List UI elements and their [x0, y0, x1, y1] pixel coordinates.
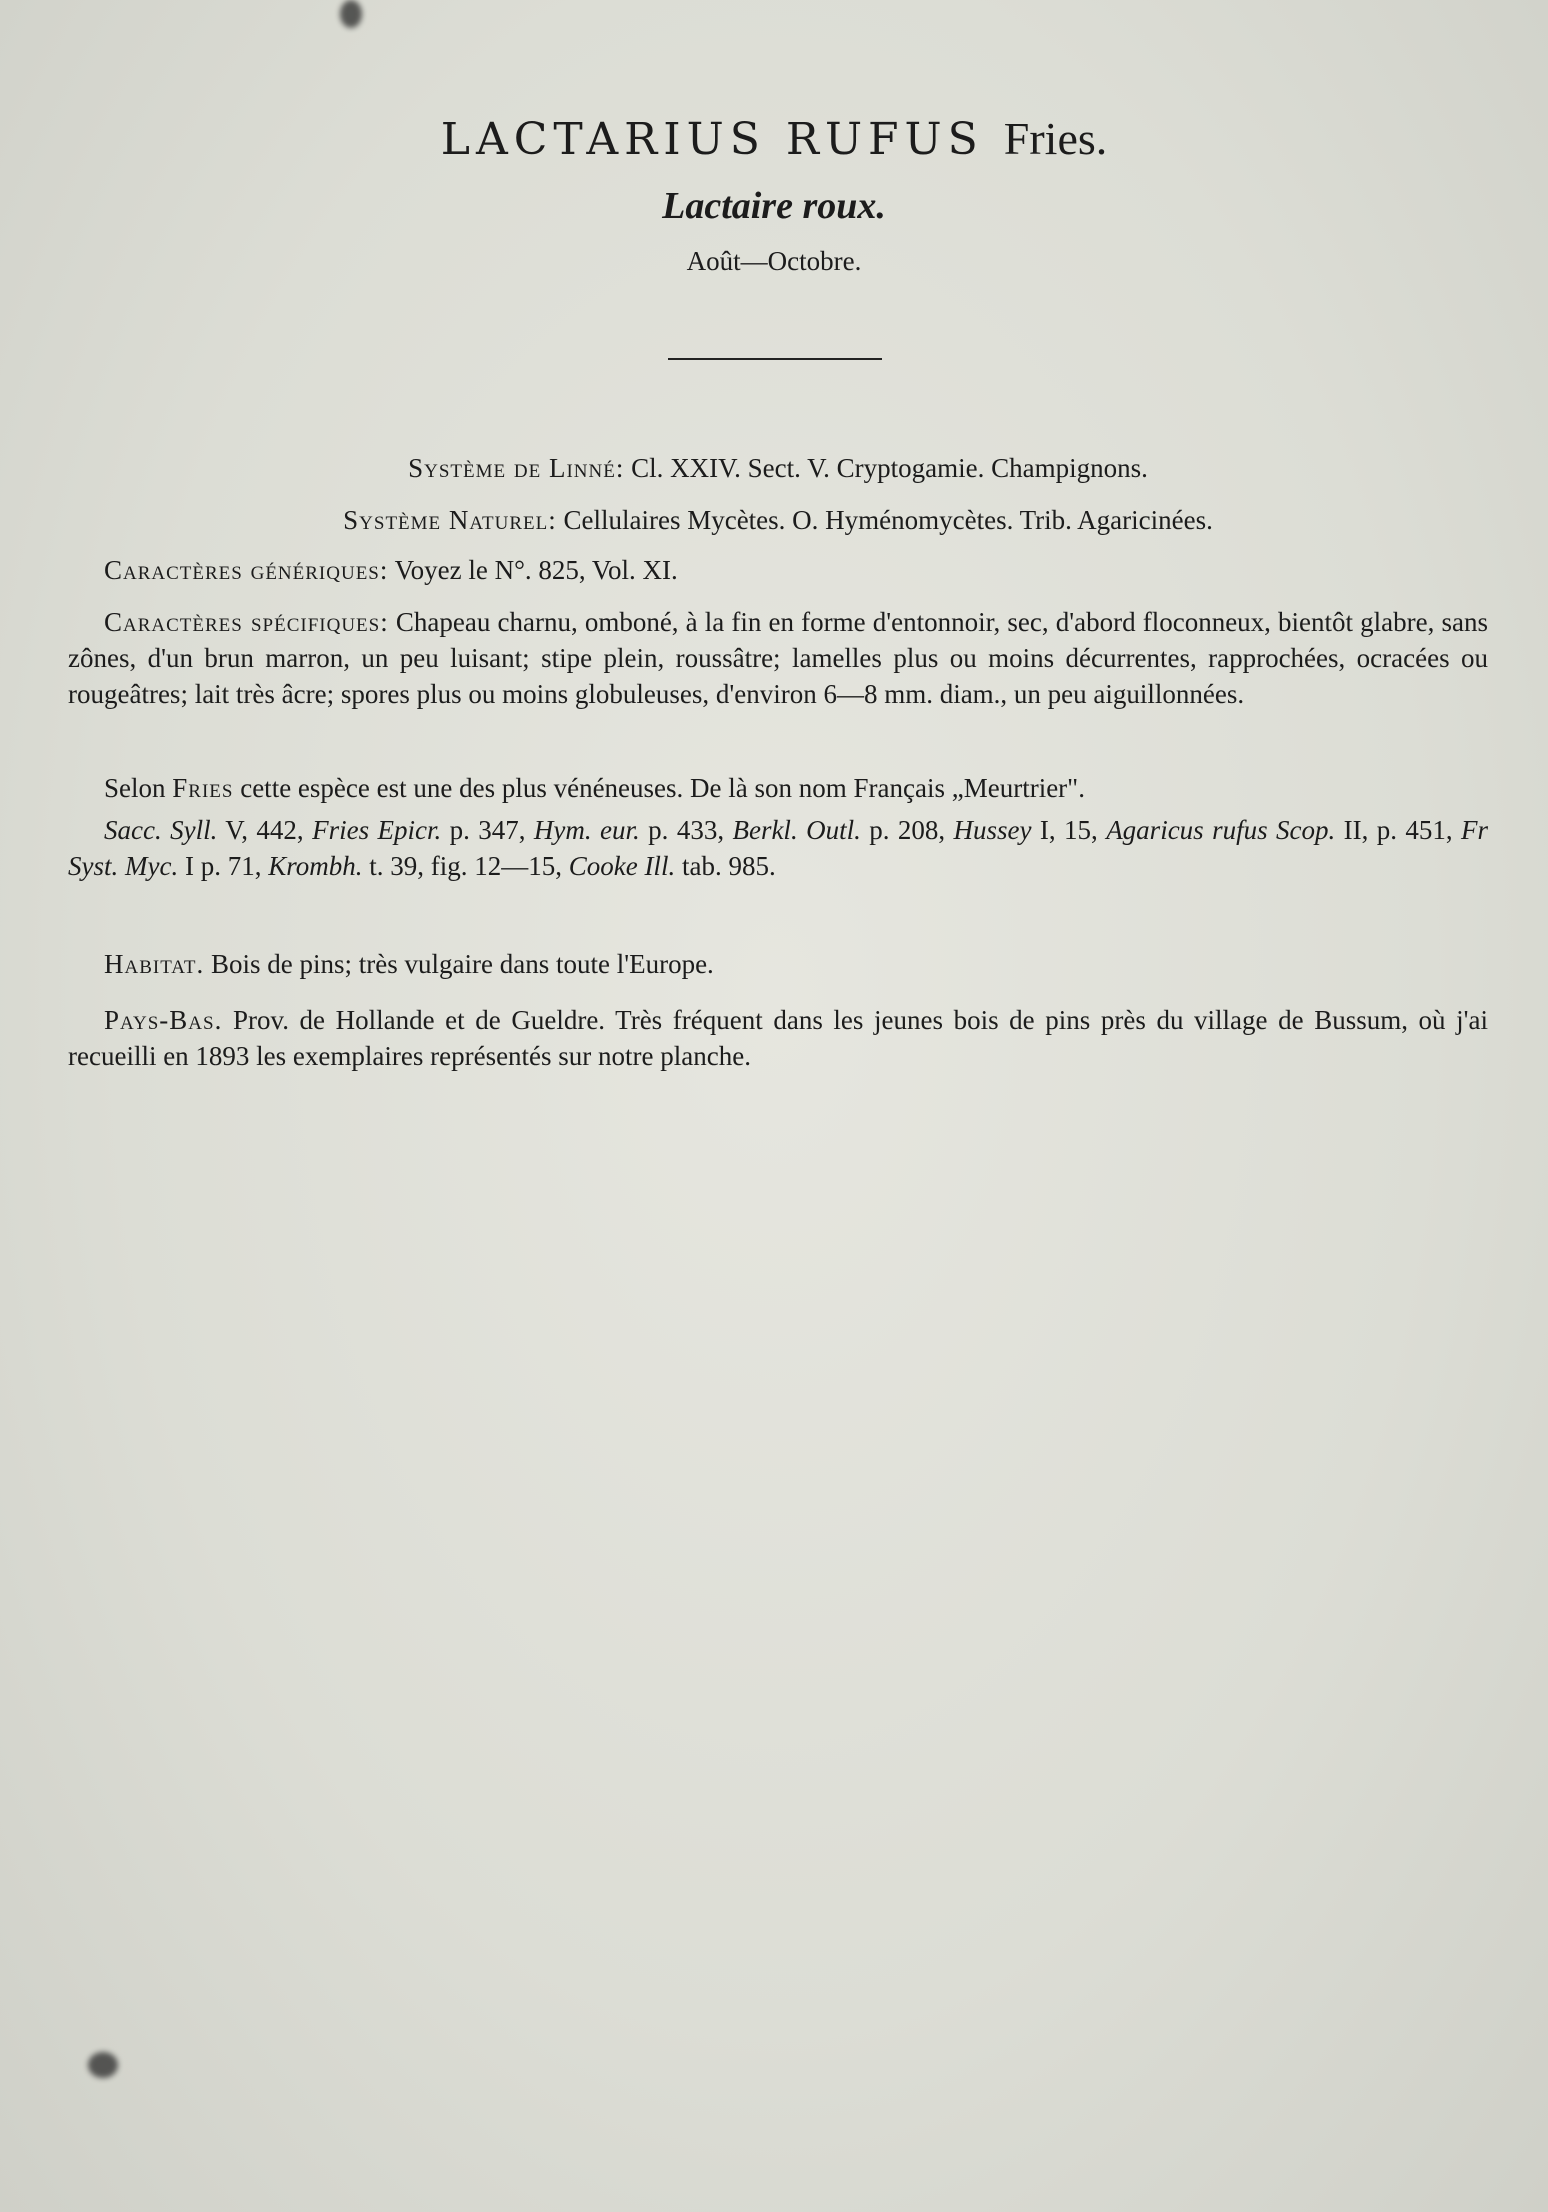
reference-title: Berkl. Outl.	[732, 815, 861, 845]
season: Août—Octobre.	[686, 246, 862, 276]
specifiques-label: Caractères spécifiques:	[104, 607, 389, 637]
divider-rule	[668, 358, 882, 360]
reference-locator: tab. 985.	[675, 851, 776, 881]
reference-locator: p. 208,	[860, 815, 954, 845]
reference-locator: t. 39, fig. 12—15,	[362, 851, 569, 881]
ink-smudge	[88, 2052, 118, 2078]
reference-title: Hussey	[953, 815, 1032, 845]
fries-name: Fries	[172, 773, 234, 803]
pays-bas	[68, 1002, 1488, 1074]
habitat-text: Bois de pins; très vulgaire dans toute l'Europe.	[211, 949, 714, 979]
linne-text: Cl. XXIV. Sect. V. Cryptogamie. Champignons.	[631, 453, 1148, 483]
reference-locator: p. 433,	[639, 815, 733, 845]
linne-system	[68, 450, 1488, 486]
reference-title: Hym. eur.	[533, 815, 640, 845]
reference-title: Sacc. Syll.	[104, 815, 218, 845]
reference-title: Agaricus rufus Scop.	[1106, 815, 1336, 845]
reference-title: Cooke Ill.	[568, 851, 676, 881]
reference-title: Fries Epicr.	[312, 815, 442, 845]
generic-characters	[104, 552, 1488, 588]
linne-label: Système de Linné:	[408, 453, 625, 483]
specifiques-text: Chapeau charnu, omboné, à la fin en forme d'entonnoir, sec, d'abord floconneux, bientôt glabre, sans zônes, d'un brun marron, un peu luisant; stipe plein, roussâtre; lamelles plus ou moins décurrentes, rapprochées, ocracées ou rougeâtres; lait très âcre; spores plus ou moins globuleuses, d'environ 6—8 mm. diam., un peu aiguillonnées.	[68, 607, 1489, 709]
naturel-label: Système Naturel:	[343, 505, 557, 535]
reference-locator: V, 442,	[217, 815, 313, 845]
pays-bas-label: Pays-Bas.	[104, 1005, 223, 1035]
ink-smudge	[340, 0, 362, 28]
reference-title: Krombh.	[268, 851, 363, 881]
reference-locator: II, p. 451,	[1335, 815, 1462, 845]
species-author: Fries.	[1003, 113, 1108, 164]
fries-note-before: Selon	[104, 773, 166, 803]
reference-locator: I, 15,	[1031, 815, 1107, 845]
specific-characters	[68, 604, 1488, 712]
reference-locator: p. 347,	[441, 815, 534, 845]
habitat-label: Habitat.	[104, 949, 205, 979]
generiques-label: Caractères génériques:	[104, 555, 389, 585]
habitat	[68, 946, 1488, 982]
fries-note-after: cette espèce est une des plus vénéneuses. De là son nom Français „Meurtrier".	[240, 773, 1085, 803]
naturel-text: Cellulaires Mycètes. O. Hyménomycètes. Trib. Agaricinées.	[563, 505, 1213, 535]
reference-locator: I p. 71,	[178, 851, 269, 881]
reference-title: Fr Syst. Myc.	[68, 815, 1489, 881]
page-title	[0, 112, 1548, 165]
references	[68, 812, 1488, 884]
common-name: Lactaire roux.	[662, 185, 886, 227]
fries-note	[68, 770, 1488, 806]
pays-bas-text: Prov. de Hollande et de Gueldre. Très fréquent dans les jeunes bois de pins près du village de Bussum, où j'ai recueilli en 1893 les exemplaires représentés sur notre planche.	[68, 1005, 1489, 1071]
generiques-text: Voyez le N°. 825, Vol. XI.	[394, 555, 678, 585]
species-name: LACTARIUS RUFUS	[440, 114, 984, 165]
natural-system	[68, 502, 1488, 538]
